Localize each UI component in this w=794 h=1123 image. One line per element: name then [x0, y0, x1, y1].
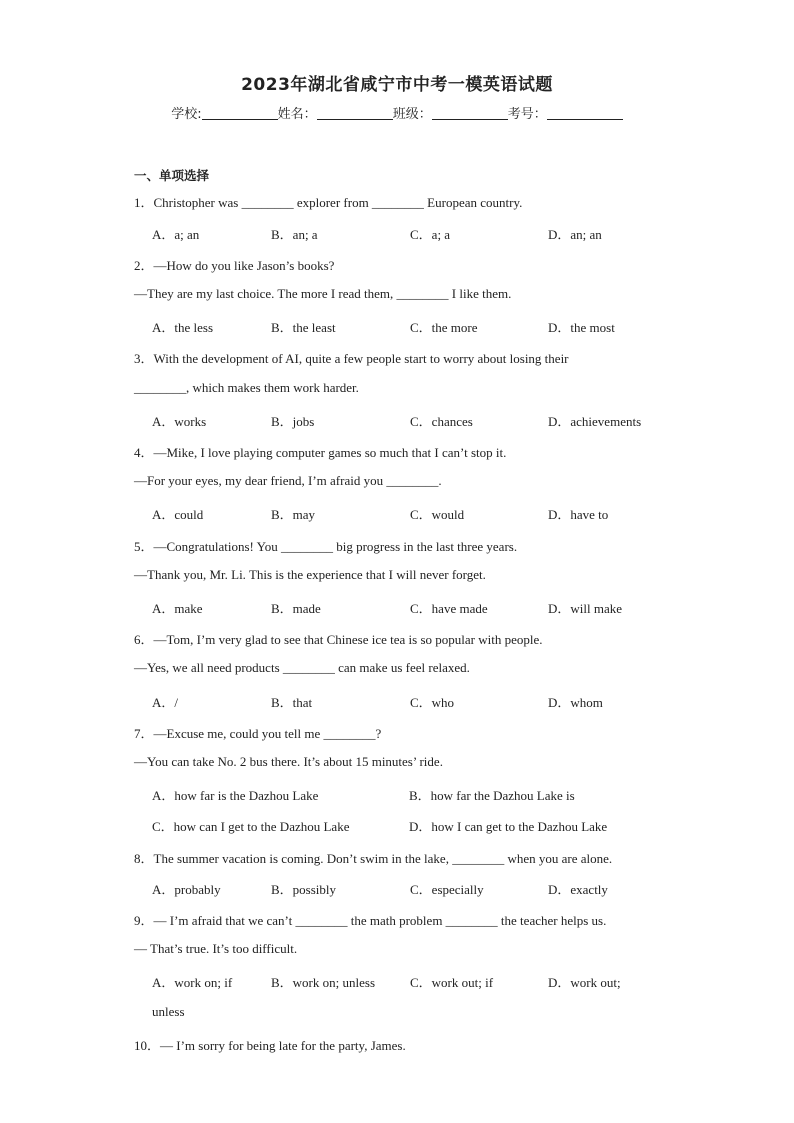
q9-option-d[interactable]: D．work out;: [548, 975, 621, 990]
page-title: 2023年湖北省咸宁市中考一模英语试题: [241, 75, 553, 95]
question-1-stem: 1．Christopher was ________ explorer from ________ European country.: [134, 195, 523, 210]
question-8-stem: 8．The summer vacation is coming. Don’t swim in the lake, ________ when you are alone.: [134, 851, 613, 866]
q6-option-d[interactable]: D．whom: [548, 695, 603, 710]
field-examno-blank[interactable]: [547, 107, 623, 120]
field-name-label: 姓名：: [277, 107, 317, 122]
question-9-reply: — That’s true. It’s too difficult.: [134, 941, 298, 956]
q6-option-c[interactable]: C．who: [410, 695, 455, 710]
field-examno-label: 考号：: [507, 107, 547, 122]
field-class-label: 班级：: [392, 107, 432, 122]
field-name-blank[interactable]: [317, 107, 393, 120]
q8-option-c[interactable]: C．especially: [410, 882, 484, 897]
q7-option-c[interactable]: C．how can I get to the Dazhou Lake: [152, 819, 350, 834]
question-5-reply: —Thank you, Mr. Li. This is the experience that I will never forget.: [134, 567, 486, 582]
q5-option-d[interactable]: D．will make: [548, 601, 623, 616]
q4-option-a[interactable]: A．could: [152, 507, 204, 522]
q8-option-a[interactable]: A．probably: [152, 882, 221, 897]
q5-option-b[interactable]: B．made: [271, 601, 321, 616]
q9-option-a[interactable]: A．work on; if: [152, 975, 233, 990]
q1-option-b[interactable]: B．an; a: [271, 227, 318, 242]
q5-option-c[interactable]: C．have made: [410, 601, 488, 616]
q9-option-c[interactable]: C．work out; if: [410, 975, 494, 990]
q2-option-b[interactable]: B．the least: [271, 320, 336, 335]
q6-option-a[interactable]: A．/: [152, 695, 179, 710]
q2-option-a[interactable]: A．the less: [152, 320, 214, 335]
question-7-stem: 7．—Excuse me, could you tell me ________?: [134, 726, 382, 741]
q5-option-a[interactable]: A．make: [152, 601, 203, 616]
q7-option-a[interactable]: A．how far is the Dazhou Lake: [152, 788, 319, 803]
q3-option-a[interactable]: A．works: [152, 414, 207, 429]
q4-option-d[interactable]: D．have to: [548, 507, 609, 522]
q3-option-d[interactable]: D．achievements: [548, 414, 642, 429]
q1-option-a[interactable]: A．a; an: [152, 227, 200, 242]
q1-option-d[interactable]: D．an; an: [548, 227, 602, 242]
question-3-stem-cont: ________, which makes them work harder.: [134, 380, 359, 395]
q9-option-d-cont: unless: [152, 1004, 185, 1019]
field-school-blank[interactable]: [202, 107, 278, 120]
q9-option-b[interactable]: B．work on; unless: [271, 975, 376, 990]
q4-option-b[interactable]: B．may: [271, 507, 316, 522]
question-2-reply: —They are my last choice. The more I read them, ________ I like them.: [134, 286, 512, 301]
question-10-stem: 10．— I’m sorry for being late for the party, James.: [134, 1038, 406, 1053]
question-4-reply: —For your eyes, my dear friend, I’m afraid you ________.: [134, 473, 442, 488]
question-3-stem: 3．With the development of AI, quite a few people start to worry about losing their: [134, 351, 569, 366]
q4-option-c[interactable]: C．would: [410, 507, 465, 522]
q3-option-c[interactable]: C．chances: [410, 414, 473, 429]
q3-option-b[interactable]: B．jobs: [271, 414, 315, 429]
field-school-label: 学校:: [171, 107, 202, 122]
student-info: [0, 103, 794, 122]
question-6-stem: 6．—Tom, I’m very glad to see that Chinese ice tea is so popular with people.: [134, 632, 543, 647]
field-class-blank[interactable]: [432, 107, 508, 120]
question-2-stem: 2．—How do you like Jason’s books?: [134, 258, 335, 273]
question-4-stem: 4．—Mike, I love playing computer games so much that I can’t stop it.: [134, 445, 507, 460]
q8-option-d[interactable]: D．exactly: [548, 882, 608, 897]
question-6-reply: —Yes, we all need products ________ can make us feel relaxed.: [134, 660, 470, 675]
q2-option-d[interactable]: D．the most: [548, 320, 615, 335]
question-7-reply: —You can take No. 2 bus there. It’s about 15 minutes’ ride.: [134, 754, 443, 769]
q8-option-b[interactable]: B．possibly: [271, 882, 337, 897]
question-9-stem: 9．— I’m afraid that we can’t ________ the math problem ________ the teacher helps us.: [134, 913, 607, 928]
q6-option-b[interactable]: B．that: [271, 695, 313, 710]
q1-option-c[interactable]: C．a; a: [410, 227, 451, 242]
q7-option-b[interactable]: B．how far the Dazhou Lake is: [409, 788, 575, 803]
q2-option-c[interactable]: C．the more: [410, 320, 478, 335]
q7-option-d[interactable]: D．how I can get to the Dazhou Lake: [409, 819, 608, 834]
section-heading: 一、单项选择: [134, 168, 210, 183]
question-5-stem: 5．—Congratulations! You ________ big progress in the last three years.: [134, 539, 518, 554]
